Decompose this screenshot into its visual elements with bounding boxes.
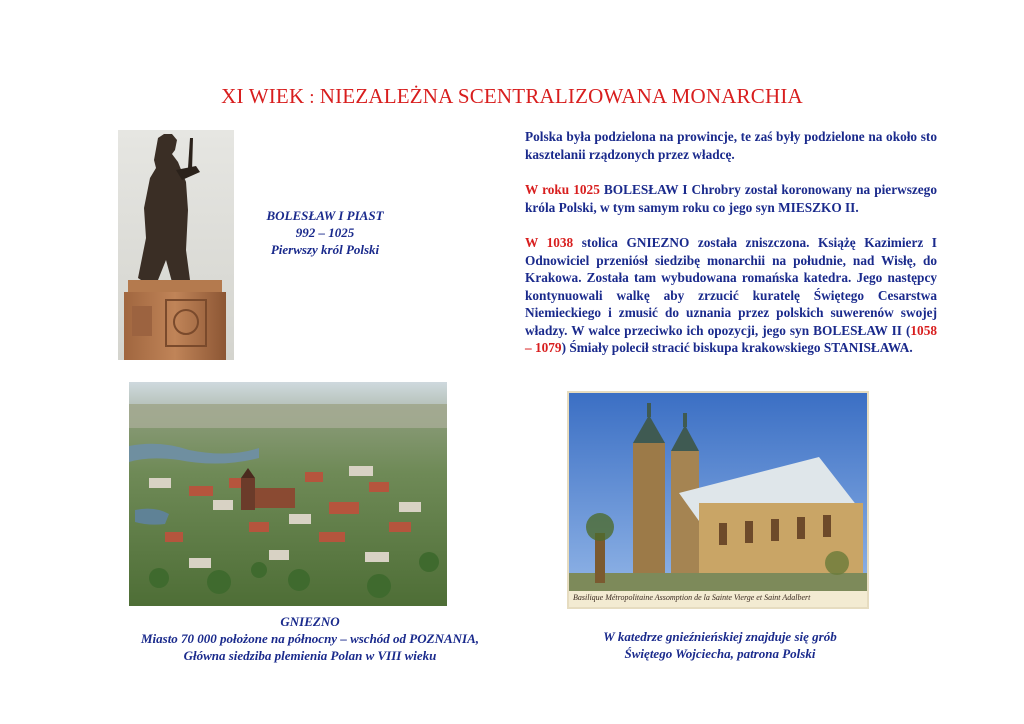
text-column (525, 128, 937, 357)
gniezno-caption (100, 613, 520, 664)
page-title: XI WIEK : NIEZALEŻNA SCENTRALIZOWANA MONARCHIA (221, 84, 803, 108)
paragraph-1038: W 1038 stolica GNIEZNO została zniszczona. Książę Kazimierz I Odnowiciel przeniósł siedzibę monarchii na południe, nad Wisłę, do Krakowa. Została tam wybudowana romańska katedra. Jego następcy kontynuowali walkę aby zrzucić kuratelę Świętego Cesarstwa Niemieckiego i zmusić do uznania przez polskich suwerenów swojej władzy. W walce przeciwko ich opozycji, jego syn BOLESŁAW II (1058 – 1079) Śmiały polecił stracić biskupa krakowskiego STANISŁAWA. (525, 235, 937, 355)
cathedral-caption-line2: Świętego Wojciecha, patrona Polski (624, 646, 816, 661)
statue-dates: 992 – 1025 (295, 225, 355, 240)
statue-name: BOLESŁAW I PIAST (266, 208, 384, 223)
gniezno-caption-location: Miasto 70 000 położone na północny – wschód od POZNANIA, (140, 631, 480, 646)
gniezno-caption-title: GNIEZNO (280, 614, 340, 629)
gniezno-aerial-photo (129, 382, 447, 606)
paragraph-provinces: Polska była podzielona na prowincje, te zaś były podzielone na około sto kasztelanii rządzonych przez władcę. (525, 129, 937, 162)
statue-role: Pierwszy król Polski (270, 242, 380, 257)
cathedral-caption-line1: W katedrze gnieźnieńskiej znajduje się grób (603, 629, 837, 644)
statue-caption (250, 207, 400, 258)
cathedral-caption (560, 628, 880, 662)
cathedral-photo (567, 391, 869, 609)
paragraph-1025: W roku 1025 BOLESŁAW I Chrobry został koronowany na pierwszego króla Polski, w tym samym roku co jego syn MIESZKO II. (525, 182, 937, 215)
cathedral-photo-caption: Basilique Métropolitaine Assomption de la Sainte Vierge et Saint Adalbert (573, 593, 811, 602)
gniezno-caption-history: Główna siedziba plemienia Polan w VIII wieku (183, 648, 437, 663)
statue-photo (118, 130, 234, 360)
